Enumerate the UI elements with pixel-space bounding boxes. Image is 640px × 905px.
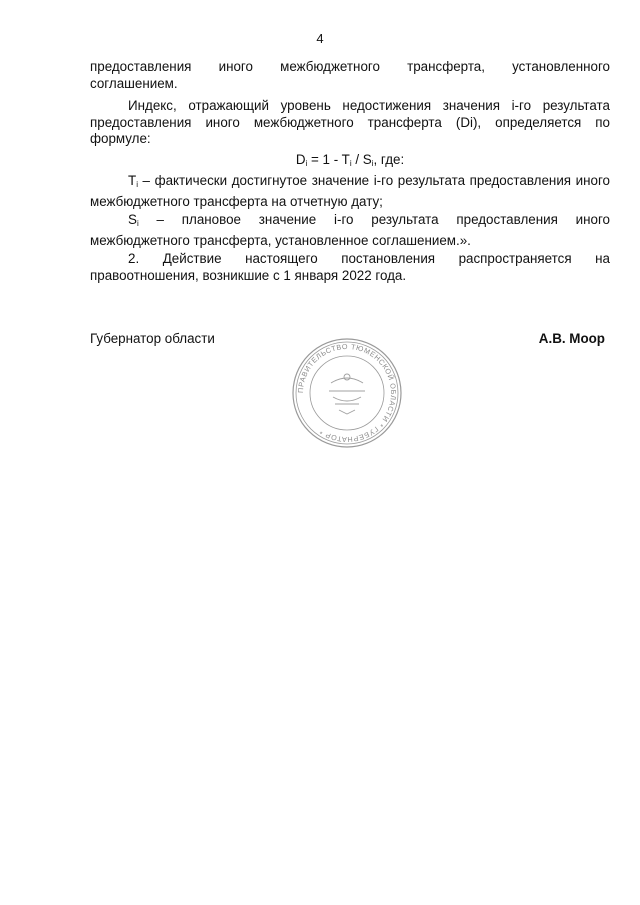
paragraph-index-definition: Индекс, отражающий уровень недостижения значения i-го результата предоставления иного межбюджетного трансферта (Di), определяется по формуле:: [90, 98, 610, 146]
paragraph-si-definition: [90, 212, 610, 249]
signatory-name: А.В. Моор: [538, 331, 605, 346]
formula-slash: / S: [351, 152, 372, 167]
formula-d: D: [295, 152, 306, 167]
formula-subscript: i: [305, 159, 308, 168]
formula-tail: , где:: [373, 152, 405, 167]
paragraph-ti-definition: [90, 173, 610, 210]
page-number: 4: [316, 31, 324, 46]
svg-text:ПРАВИТЕЛЬСТВО ТЮМЕНСКОЙ ОБЛАСТ: [296, 342, 398, 444]
paragraph-line: правоотношения, возникшие с 1 января 2022 года.: [90, 267, 407, 283]
paragraph-text: – плановое значение i-го результата предоставления иного межбюджетного трансферта, установленное соглашением.».: [90, 212, 610, 248]
symbol-t: T: [128, 173, 137, 188]
formula-subscript: i: [371, 159, 374, 168]
symbol-subscript: i: [136, 180, 138, 189]
formula-eq: = 1 - T: [307, 152, 350, 167]
symbol-s: S: [128, 212, 137, 227]
paragraph-text: – фактически достигнутое значение i-го результата предоставления иного межбюджетного трансферта на отчетную дату;: [90, 173, 610, 209]
paragraph-line: 2. Действие настоящего постановления распространяется на: [128, 251, 610, 266]
seal-ring-text: ПРАВИТЕЛЬСТВО ТЮМЕНСКОЙ ОБЛАСТИ * ГУБЕРНАТОР *: [295, 341, 399, 445]
official-seal-icon: [291, 337, 403, 449]
paragraph-continuation: [90, 59, 610, 92]
paragraph-effective-date: [90, 251, 610, 284]
formula: [90, 152, 610, 168]
formula-subscript: i: [349, 159, 352, 168]
paragraph-line: предоставления иного межбюджетного трансферта, установленного: [90, 59, 610, 74]
symbol-subscript: i: [136, 219, 139, 228]
signatory-title: Губернатор области: [90, 331, 215, 346]
paragraph-line: соглашением.: [90, 75, 178, 91]
